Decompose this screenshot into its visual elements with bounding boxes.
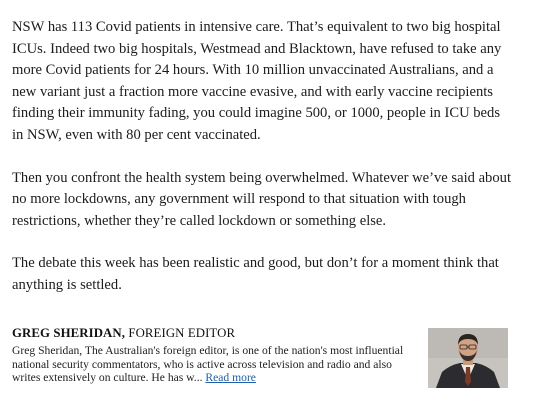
author-bio-text: Greg Sheridan, The Australian's foreign editor, is one of the nation's most influential national security commentators, who is active across television and radio and also writes extensively on culture. He has w...	[12, 344, 404, 385]
read-more-link[interactable]: Read more	[205, 371, 256, 385]
author-photo[interactable]	[428, 328, 508, 388]
author-text	[12, 325, 417, 385]
author-heading	[12, 325, 417, 341]
author-bio	[12, 344, 417, 385]
article-paragraph: Then you confront the health system being overwhelmed. Whatever we’ve said about no more lockdowns, any government will respond to that situation with tough restrictions, whether they’re called lockdown or something else.	[12, 169, 512, 229]
author-name[interactable]: GREG SHERIDAN,	[12, 326, 126, 340]
author-role: FOREIGN EDITOR	[128, 326, 236, 340]
article-body	[12, 17, 512, 318]
article-paragraph: The debate this week has been realistic and good, but don’t for a moment think that anything is settled.	[12, 255, 499, 293]
author-portrait-image	[428, 328, 508, 388]
author-bio-box	[12, 325, 524, 395]
article-paragraph: NSW has 113 Covid patients in intensive care. That’s equivalent to two big hospital ICUs. Indeed two big hospitals, Westmead and Blacktown, have refused to take any more Covid patients for 24 hours. With 10 million unvaccinated Australians, and a new variant just a fraction more vaccine evasive, and with early vaccine recipients finding their immunity fading, you could imagine 500, or 1000, people in ICU beds in NSW, even with 80 per cent vaccinated.	[12, 19, 502, 143]
